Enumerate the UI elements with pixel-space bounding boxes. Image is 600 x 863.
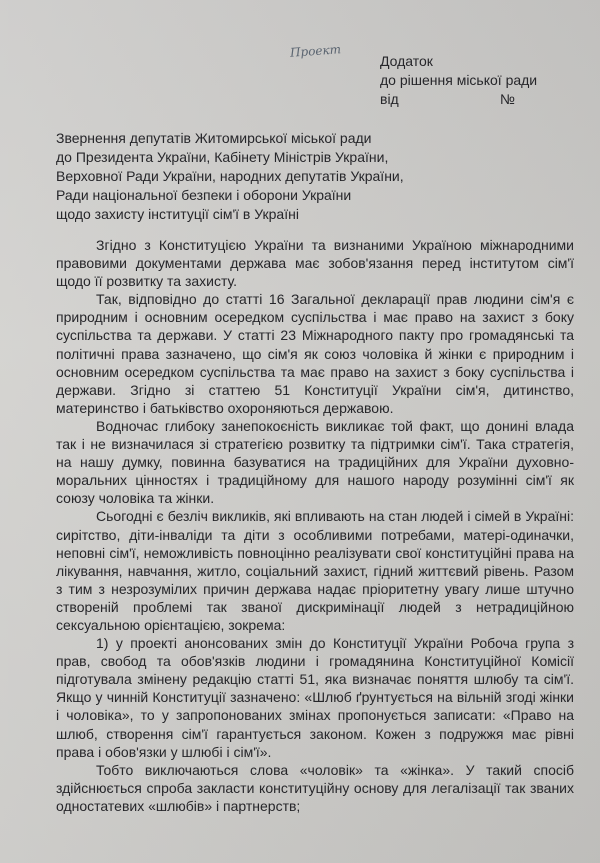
address-line: Верховної Ради України, народних депутатів України, — [56, 168, 404, 184]
address-line: до Президента України, Кабінету Міністрів України, — [56, 149, 389, 165]
paragraph: 1) у проекті анонсованих змін до Конституції України Робоча група з прав, свобод та обов'язків людини і громадянина Конституційної Комісії підготувала змінену редакцію статті 51, яка визначає поняття шлюбу та сім'ї. Якщо у чинній Конституції зазначено: «Шлюб ґрунтується на вільній згоді жінки і чоловіка», то у запропонованих змінах пропонується записати: «Право на шлюб, створення сім'ї гарантується законом. Кожен з подружжя має рівні права і обов'язки у шлюбі і сім'ї». — [56, 635, 574, 760]
handwritten-note: Проект — [289, 42, 342, 60]
paragraph: Так, відповідно до статті 16 Загальної декларації прав людини сім'я є природним і основним осередком суспільства і має право на захист з боку суспільства та держави. У статті 23 Міжнародного пакту про громадянські та політичні права зазначено, що сім'я як союз чоловіка й жінки є природним і основним осередком суспільства та має право на захист з боку суспільства і держави. Згідно зі статтею 51 Конституції України сім'я, дитинство, материнство і батьківство охороняються державою. — [56, 291, 574, 416]
appendix-decision: до рішення міської ради — [380, 72, 538, 88]
paragraph: Сьогодні є безліч викликів, які впливають на стан людей і сімей в Україні: сирітство, діти-інваліди та діти з особливими потребами, матері-одиначки, неповні сім'ї, неможливість повноцінно реалізувати свої конституційні права на лікування, навчання, житло, соціальний захист, гідний життєвий рівень. Разом з тим з незрозумілих причин держава надає пріоритетну увагу лише штучно створеній проблемі так званої дискримінації людей з нетрадиційною сексуальною орієнтацією, зокрема: — [56, 508, 574, 633]
address-line: щодо захисту інституції сім'ї в Україні — [56, 206, 299, 222]
paragraph: Згідно з Конституцією України та визнаними Україною міжнародними правовими документами держава має зобов'язання перед інститутом сім'ї щодо її розвитку та захисту. — [56, 237, 574, 290]
paragraph: Тобто виключаються слова «чоловік» та «жінка». У такий спосіб здійснюється спроба закласти конституційну основу для легалізації так званих одностатевих «шлюбів» і партнерств; — [56, 761, 574, 814]
address-line: Звернення депутатів Житомирської міської ради — [56, 130, 372, 146]
address-line: Ради національної безпеки і оборони України — [56, 187, 352, 203]
appendix-header — [380, 52, 537, 109]
appendix-date-number: від № — [380, 91, 515, 107]
document-body — [56, 236, 574, 815]
address-block — [56, 129, 404, 224]
appendix-title: Додаток — [380, 53, 433, 69]
paragraph: Водночас глибоку занепокоєність викликає той факт, що донині влада так і не визначилася зі стратегією розвитку та підтримки сім'ї. Така стратегія, на нашу думку, повинна базуватися на традиційних для України духовно-моральних цінностях і традиційному для нашого народу розумінні сім'ї як союзу чоловіка та жінки. — [56, 417, 574, 507]
